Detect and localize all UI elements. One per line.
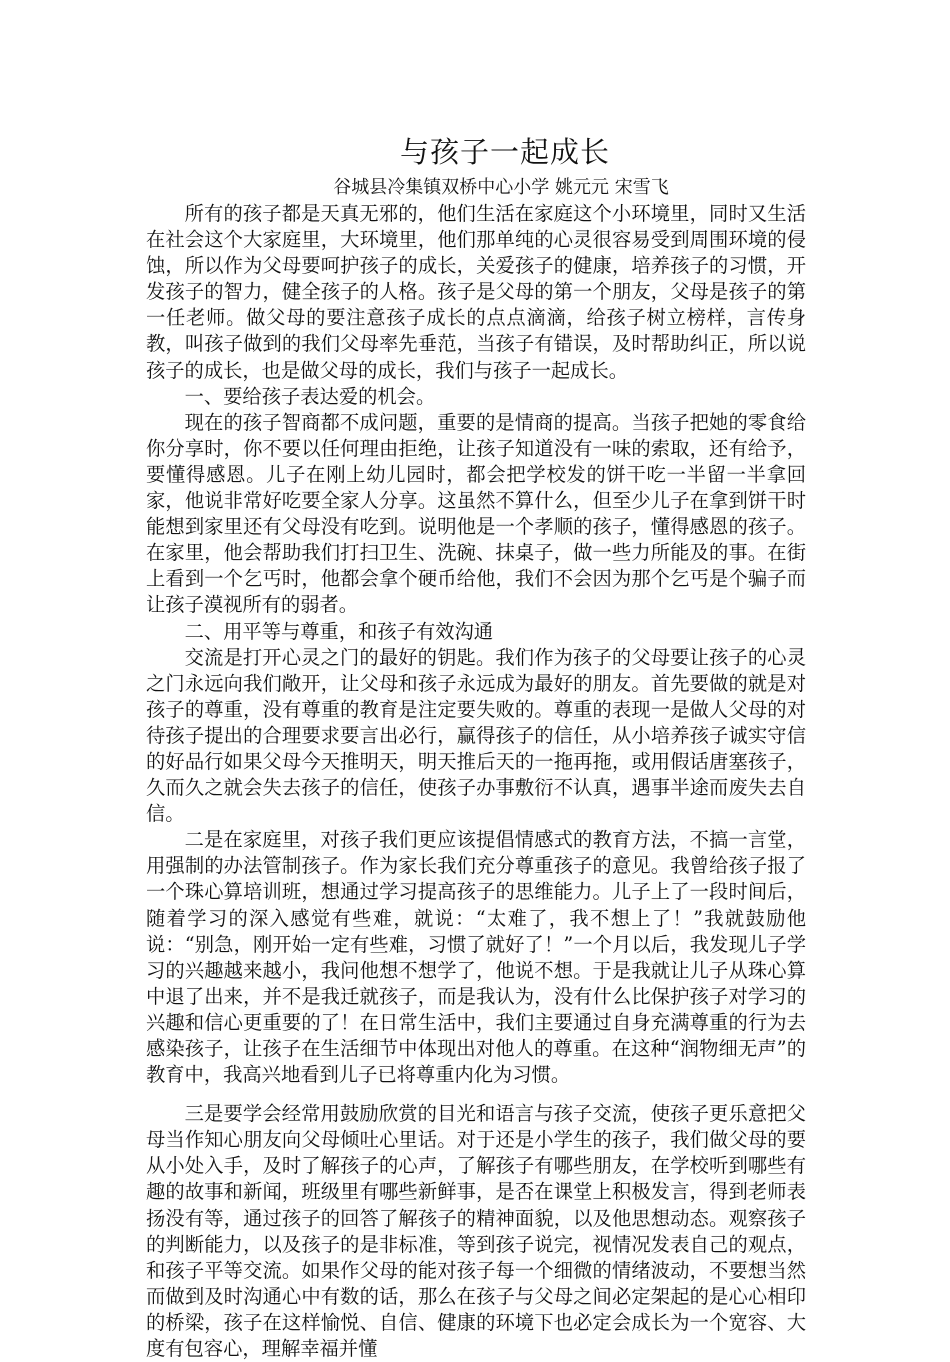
author-byline: 谷城县冷集镇双桥中心小学 姚元元 宋雪飞: [333, 177, 669, 198]
section-heading-2: 二、用平等与尊重，和孩子有效沟通: [184, 619, 494, 643]
paragraph-communication: 交流是打开心灵之门的最好的钥匙。我们作为孩子的父母要让孩子的心灵之门永远向我们敞开，让父母和孩子永远成为最好的朋友。首先要做的就是对孩子的尊重，没有尊重的教育是注定要失败的。尊重的表现一是做人父母的对待孩子提出的合理要求要言出必行，赢得孩子的信任，从小培养孩子诚实守信的好品行如果父母今天推明天，明天推后天的一拖再拖，或用假话唐塞孩子，久而久之就会失去孩子的信任，使孩子办事敷衍不认真，遇事半途而废失去自信。: [146, 645, 806, 826]
paragraph-respect: 二是在家庭里，对孩子我们更应该提倡情感式的教育方法，不搞一言堂，用强制的办法管制孩子。作为家长我们充分尊重孩子的意见。我曾给孩子报了一个珠心算培训班，想通过学习提高孩子的思维能力。儿子上了一段时间后，随着学习的深入感觉有些难，就说：“太难了，我不想上了！”我就鼓励他说：“别急，刚开始一定有些难，习惯了就好了！”一个月以后，我发现儿子学习的兴趣越来越小，我问他想不想学了，他说不想。于是我就让儿子从珠心算中退了出来，并不是我迁就孩子，而是我认为，没有什么比保护孩子对学习的兴趣和信心更重要的了！在日常生活中，我们主要通过自身充满尊重的行为去感染孩子，让孩子在生活细节中体现出对他人的尊重。在这种“润物细无声”的教育中，我高兴地看到儿子已将尊重内化为习惯。: [146, 828, 806, 1087]
paragraph-encouragement: 三是要学会经常用鼓励欣赏的目光和语言与孩子交流，使孩子更乐意把父母当作知心朋友向父母倾吐心里话。对于还是小学生的孩子，我们做父母的要从小处入手，及时了解孩子的心声，了解孩子有哪些朋友，在学校听到哪些有趣的故事和新闻，班级里有哪些新鲜事，是否在课堂上积极发言，得到老师表扬没有等，通过孩子的回答了解孩子的精神面貌，以及他思想动态。观察孩子的判断能力，以及孩子的是非标准，等到孩子说完，视情况发表自己的观点，和孩子平等交流。如果作父母的能对孩子每一个细微的情绪波动，不要想当然而做到及时沟通心中有数的话，那么在孩子与父母之间必定架起的是心心相印的桥梁，孩子在这样愉悦、自信、健康的环境下也必定会成长为一个宽容、大度有包容心，理解幸福并懂: [146, 1102, 806, 1361]
document-title: 与孩子一起成长: [399, 135, 610, 169]
section-heading-1: 一、要给孩子表达爱的机会。: [184, 384, 436, 408]
paragraph-intro: 所有的孩子都是天真无邪的，他们生活在家庭这个小环境里，同时又生活在社会这个大家庭里，大环境里，他们那单纯的心灵很容易受到周围环境的侵蚀，所以作为父母要呵护孩子的成长，关爱孩子的健康，培养孩子的习惯，开发孩子的智力，健全孩子的人格。孩子是父母的第一个朋友，父母是孩子的第一任老师。做父母的要注意孩子成长的点点滴滴，给孩子树立榜样，言传身教，叫孩子做到的我们父母率先垂范，当孩子有错误，及时帮助纠正，所以说孩子的成长，也是做父母的成长，我们与孩子一起成长。: [146, 202, 806, 382]
document-body: [146, 201, 806, 1362]
paragraph-gratitude: 现在的孩子智商都不成问题，重要的是情商的提高。当孩子把她的零食给你分享时，你不要以任何理由拒绝，让孩子知道没有一味的索取，还有给予，要懂得感恩。儿子在刚上幼儿园时，都会把学校发的饼干吃一半留一半拿回家，他说非常好吃要全家人分享。这虽然不算什么，但至少儿子在拿到饼干时能想到家里还有父母没有吃到。说明他是一个孝顺的孩子，懂得感恩的孩子。在家里，他会帮助我们打扫卫生、洗碗、抹桌子，做一些力所能及的事。在街上看到一个乞丐时，他都会拿个硬币给他，我们不会因为那个乞丐是个骗子而让孩子漠视所有的弱者。: [146, 410, 806, 617]
